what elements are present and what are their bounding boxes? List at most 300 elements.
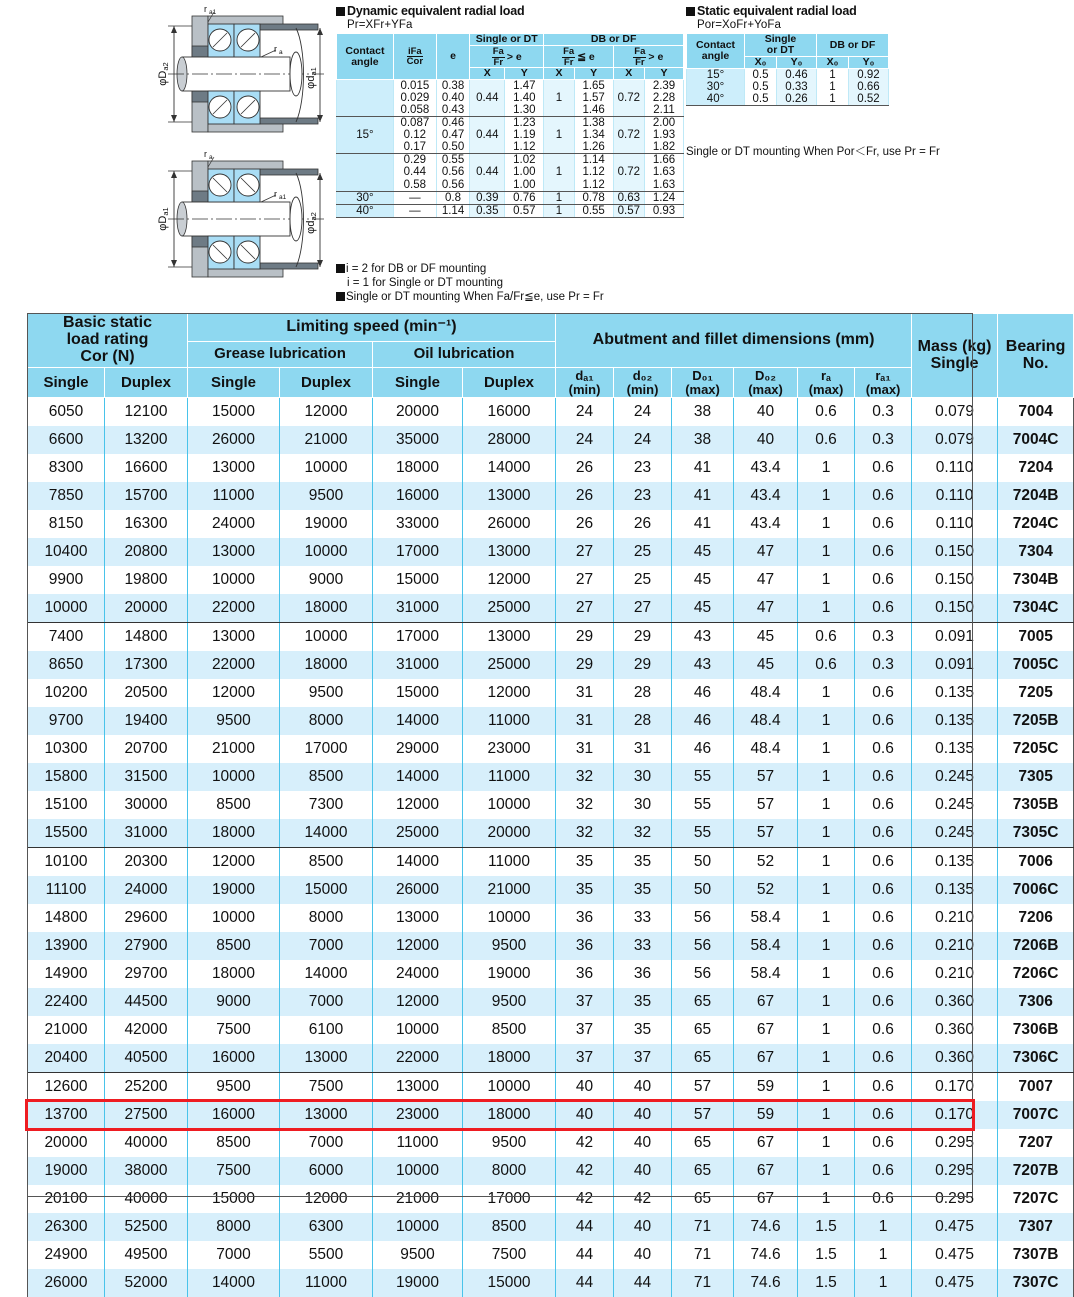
dyn-cell-ifa: 0.015 [393,80,436,93]
cell-ra: 1 [798,1157,855,1185]
dyn-h-e: e [436,34,469,80]
cell-cor-single: 7850 [28,482,105,510]
cell-oil-single: 14000 [373,763,463,791]
dyn-cell-single-x [470,154,505,167]
dyn-cell-single-x: 0.39 [470,191,505,204]
cell-mass: 0.079 [912,426,998,454]
table-row[interactable] [28,1185,1074,1213]
cell-oil-duplex: 11000 [463,848,556,877]
cell-da2: 29 [614,651,672,679]
cell-ra1: 0.6 [855,1016,912,1044]
table-row[interactable] [28,904,1074,932]
cell-oil-duplex: 25000 [463,651,556,679]
cell-ra1: 0.6 [855,594,912,623]
cell-cor-single: 15500 [28,819,105,848]
table-row[interactable] [28,791,1074,819]
dyn-cell-single-y: 1.23 [505,117,544,130]
cell-Da2: 48.4 [734,735,798,763]
cell-mass: 0.110 [912,482,998,510]
cell-cor-single: 8650 [28,651,105,679]
table-row[interactable] [28,763,1074,791]
table-row[interactable] [28,1016,1074,1044]
dyn-cell-e: 0.56 [436,179,469,192]
dyn-cell-db-x: 1 [544,191,574,204]
cell-Da1: 57 [672,1073,734,1102]
cell-grease-duplex: 12000 [280,398,373,427]
cell-grease-single: 13000 [188,623,280,652]
table-row[interactable] [28,454,1074,482]
dyn-cell-db-y: 0.55 [574,204,613,217]
cell-Da1: 65 [672,988,734,1016]
cell-Da2: 47 [734,538,798,566]
cell-cor-single: 10200 [28,679,105,707]
cell-ra: 1 [798,876,855,904]
cell-bearing-no: 7307 [998,1213,1074,1241]
table-row[interactable] [28,988,1074,1016]
dyn-h-db-df: DB or DF [544,34,684,46]
cell-oil-single: 29000 [373,735,463,763]
table-row[interactable] [28,1213,1074,1241]
bullet-square-icon [336,264,345,273]
cell-Da1: 50 [672,848,734,877]
dyn-h-x2: X [544,68,574,80]
table-row[interactable] [28,735,1074,763]
cell-grease-duplex: 10000 [280,454,373,482]
cell-Da1: 55 [672,763,734,791]
diagram-label-phi-da1: φda1 [305,67,318,89]
table-row[interactable] [28,707,1074,735]
stat-h-y0-a: Y₀ [777,57,817,69]
dyn-cell-df-y: 1.82 [645,141,684,154]
cell-da1: 24 [556,398,614,427]
dyn-cell-single-x [470,104,505,117]
dyn-cell-db-y: 1.12 [574,179,613,192]
cell-cor-duplex: 40000 [105,1129,188,1157]
dyn-cell-angle [337,117,394,130]
cell-Da1: 56 [672,932,734,960]
cell-oil-single: 23000 [373,1101,463,1129]
table-row[interactable] [28,482,1074,510]
cell-grease-duplex: 7300 [280,791,373,819]
cell-ra: 1.5 [798,1241,855,1269]
table-row[interactable] [28,819,1074,848]
dyn-cell-ifa: 0.087 [393,117,436,130]
cell-grease-duplex: 12000 [280,1185,373,1213]
dyn-cell-db-y: 0.78 [574,191,613,204]
cell-cor-duplex: 40000 [105,1185,188,1213]
cell-ra1: 0.6 [855,1129,912,1157]
cell-oil-single: 26000 [373,876,463,904]
cell-da1: 29 [556,623,614,652]
cell-da1: 31 [556,707,614,735]
cell-da1: 32 [556,791,614,819]
cell-ra: 1 [798,1129,855,1157]
diagram-label-ra1: r [204,4,207,14]
table-row[interactable] [28,1269,1074,1297]
cell-bearing-no: 7304 [998,538,1074,566]
cell-mass: 0.245 [912,819,998,848]
dyn-h-contact-angle: Contact angle [337,34,394,80]
th-grease-single: Single [188,367,280,398]
cell-mass: 0.135 [912,848,998,877]
cell-cor-duplex: 29700 [105,960,188,988]
note-line-3: Single or DT mounting When Fa/Fr≦e, use Pr = Fr [336,290,756,304]
cell-bearing-no: 7004C [998,426,1074,454]
cell-da2: 24 [614,398,672,427]
cell-bearing-no: 7005 [998,623,1074,652]
dyn-cell-df-y: 1.66 [645,154,684,167]
cell-da2: 36 [614,960,672,988]
cell-cor-single: 10400 [28,538,105,566]
cell-Da1: 56 [672,904,734,932]
cell-oil-duplex: 15000 [463,1269,556,1297]
cell-oil-duplex: 18000 [463,1044,556,1073]
cell-oil-duplex: 14000 [463,454,556,482]
cell-ra1: 0.6 [855,960,912,988]
cell-oil-single: 14000 [373,848,463,877]
cell-oil-duplex: 10000 [463,904,556,932]
dyn-cell-df-x: 0.63 [613,191,644,204]
cell-grease-single: 19000 [188,876,280,904]
cell-grease-duplex: 18000 [280,651,373,679]
cell-ra: 0.6 [798,623,855,652]
dyn-cell-angle [337,141,394,154]
dyn-cell-db-x: 1 [544,204,574,217]
cell-cor-duplex: 24000 [105,876,188,904]
cell-ra: 1 [798,566,855,594]
dyn-cell-db-y: 1.14 [574,154,613,167]
stat-h-y0-b: Y₀ [849,57,889,69]
cell-cor-duplex: 20800 [105,538,188,566]
cell-mass: 0.150 [912,594,998,623]
cell-ra: 1.5 [798,1213,855,1241]
cell-Da1: 57 [672,1101,734,1129]
table-row[interactable] [28,623,1074,652]
cell-ra1: 0.6 [855,566,912,594]
cell-oil-single: 15000 [373,566,463,594]
cell-da1: 44 [556,1269,614,1297]
cell-Da1: 45 [672,566,734,594]
dyn-cell-angle: 30° [337,191,394,204]
cell-grease-single: 9500 [188,1073,280,1102]
cell-Da1: 55 [672,819,734,848]
cell-da2: 40 [614,1073,672,1102]
dyn-cell-single-x: 0.44 [470,166,505,178]
cell-cor-single: 20000 [28,1129,105,1157]
cell-oil-duplex: 9500 [463,1129,556,1157]
cell-ra1: 0.6 [855,1185,912,1213]
cell-grease-single: 22000 [188,594,280,623]
cell-cor-single: 26300 [28,1213,105,1241]
cell-ra1: 0.6 [855,735,912,763]
dyn-cell-db-x: 1 [544,92,574,104]
cell-mass: 0.170 [912,1101,998,1129]
cell-grease-single: 15000 [188,398,280,427]
cell-Da2: 43.4 [734,454,798,482]
cell-ra: 1 [798,510,855,538]
cell-Da2: 67 [734,1044,798,1073]
cell-cor-single: 9900 [28,566,105,594]
cell-da1: 40 [556,1101,614,1129]
bullet-square-icon [336,292,345,301]
cell-cor-duplex: 16600 [105,454,188,482]
cell-cor-single: 7400 [28,623,105,652]
table-row[interactable] [28,848,1074,877]
dyn-cell-single-x: 0.35 [470,204,505,217]
th-oil-single: Single [373,367,463,398]
stat-cell-x0-duplex: 1 [817,81,849,93]
cell-grease-duplex: 7500 [280,1073,373,1102]
cell-cor-single: 26000 [28,1269,105,1297]
th-cor-single: Single [28,367,105,398]
static-load-formula: Por=XoFr+YoFa [697,19,781,31]
table-row[interactable] [28,679,1074,707]
dyn-cell-df-y: 2.39 [645,80,684,93]
cell-oil-single: 16000 [373,482,463,510]
table-row[interactable] [28,426,1074,454]
cell-da2: 23 [614,482,672,510]
cell-oil-duplex: 8500 [463,1016,556,1044]
cell-ra1: 0.3 [855,398,912,427]
cell-bearing-no: 7206B [998,932,1074,960]
dynamic-load-notes [336,262,756,304]
dyn-cell-db-y: 1.46 [574,104,613,117]
dyn-cell-ifa: — [393,204,436,217]
cell-cor-duplex: 12100 [105,398,188,427]
cell-da2: 44 [614,1269,672,1297]
cell-cor-single: 10000 [28,594,105,623]
cell-grease-single: 12000 [188,848,280,877]
cell-Da2: 45 [734,651,798,679]
table-row[interactable] [28,932,1074,960]
cell-grease-duplex: 7000 [280,1129,373,1157]
dyn-cell-ifa: 0.58 [393,179,436,192]
cell-ra: 1 [798,538,855,566]
dyn-cell-e: 0.56 [436,166,469,178]
cell-ra: 1 [798,1101,855,1129]
cell-mass: 0.295 [912,1129,998,1157]
dyn-cell-single-y: 1.00 [505,179,544,192]
cell-da2: 37 [614,1044,672,1073]
cell-grease-single: 22000 [188,651,280,679]
table-row[interactable] [28,510,1074,538]
dyn-cell-db-x [544,117,574,130]
cell-oil-single: 18000 [373,454,463,482]
cell-cor-single: 21000 [28,1016,105,1044]
th-da2: d₀₂ (min) [614,367,672,398]
cell-da1: 31 [556,679,614,707]
table-row[interactable] [28,398,1074,427]
cell-mass: 0.245 [912,791,998,819]
cell-Da1: 45 [672,538,734,566]
cell-ra: 1 [798,594,855,623]
dyn-cell-ifa: 0.29 [393,154,436,167]
cell-bearing-no: 7004 [998,398,1074,427]
cell-grease-duplex: 10000 [280,538,373,566]
cell-cor-duplex: 20700 [105,735,188,763]
dyn-cell-db-x [544,154,574,167]
dyn-cell-df-x [613,154,644,167]
cell-oil-duplex: 8000 [463,1157,556,1185]
cell-da2: 40 [614,1129,672,1157]
cell-grease-duplex: 13000 [280,1044,373,1073]
diagram-label-phi-Da1: φDa1 [157,207,170,231]
cell-oil-duplex: 19000 [463,960,556,988]
cell-Da1: 65 [672,1185,734,1213]
dyn-cell-df-x [613,104,644,117]
cell-ra1: 0.6 [855,679,912,707]
cell-grease-single: 14000 [188,1269,280,1297]
cell-bearing-no: 7207 [998,1129,1074,1157]
cell-ra1: 0.6 [855,791,912,819]
dyn-cell-single-x [470,179,505,192]
bearing-specification-table-wrap [27,313,1066,1297]
cell-mass: 0.135 [912,707,998,735]
cell-oil-duplex: 12000 [463,679,556,707]
cell-oil-duplex: 9500 [463,932,556,960]
cell-da1: 36 [556,904,614,932]
cell-grease-duplex: 6300 [280,1213,373,1241]
cell-Da2: 48.4 [734,707,798,735]
cell-cor-duplex: 40500 [105,1044,188,1073]
cell-cor-single: 15100 [28,791,105,819]
cell-cor-duplex: 15700 [105,482,188,510]
cell-ra1: 1 [855,1213,912,1241]
cell-grease-duplex: 8500 [280,848,373,877]
cell-ra1: 0.6 [855,538,912,566]
cell-cor-duplex: 38000 [105,1157,188,1185]
cell-Da2: 43.4 [734,482,798,510]
stat-h-x0-b: X₀ [817,57,849,69]
cell-da2: 28 [614,707,672,735]
cell-bearing-no: 7205 [998,679,1074,707]
cell-da2: 35 [614,848,672,877]
dynamic-load-row [337,204,684,217]
cell-Da2: 40 [734,426,798,454]
cell-Da1: 71 [672,1269,734,1297]
cell-bearing-no: 7005C [998,651,1074,679]
static-load-block [686,4,986,106]
cell-bearing-no: 7305B [998,791,1074,819]
cell-cor-duplex: 14800 [105,623,188,652]
table-row[interactable] [28,1129,1074,1157]
cell-Da1: 50 [672,876,734,904]
cell-Da2: 47 [734,566,798,594]
cell-da1: 27 [556,594,614,623]
table-row[interactable] [28,566,1074,594]
cell-da2: 25 [614,566,672,594]
cell-cor-single: 15800 [28,763,105,791]
table-row[interactable] [28,1101,1074,1129]
dyn-h-ifa-cor: $\frac{\text{iFa}}{\text{Cor}}$ [393,34,436,80]
cell-cor-duplex: 44500 [105,988,188,1016]
stat-cell-angle: 30° [687,81,745,93]
table-row[interactable] [28,960,1074,988]
table-row[interactable] [28,651,1074,679]
th-oil-duplex: Duplex [463,367,556,398]
cell-ra1: 0.6 [855,876,912,904]
cell-bearing-no: 7306C [998,1044,1074,1073]
stat-cell-y0-duplex: 0.52 [849,93,889,106]
cell-Da1: 65 [672,1157,734,1185]
table-row[interactable] [28,1157,1074,1185]
dynamic-load-formula: Pr=XFr+YFa [347,19,413,31]
cell-oil-single: 17000 [373,538,463,566]
dyn-cell-df-x [613,80,644,93]
svg-text:a: a [209,154,213,161]
cell-da2: 28 [614,679,672,707]
stat-cell-x0-duplex: 1 [817,69,849,82]
cell-da1: 36 [556,932,614,960]
cell-oil-duplex: 11000 [463,707,556,735]
cell-ra: 1 [798,904,855,932]
cell-oil-single: 10000 [373,1016,463,1044]
cell-mass: 0.079 [912,398,998,427]
cell-grease-single: 24000 [188,510,280,538]
th-grease-duplex: Duplex [280,367,373,398]
dyn-cell-df-x: 0.72 [613,166,644,178]
cell-grease-single: 8500 [188,932,280,960]
svg-text:a1: a1 [279,194,287,201]
cell-mass: 0.091 [912,623,998,652]
cell-da2: 40 [614,1241,672,1269]
cell-Da2: 59 [734,1101,798,1129]
cell-oil-duplex: 13000 [463,623,556,652]
cell-oil-single: 13000 [373,904,463,932]
dyn-cell-single-y: 1.30 [505,104,544,117]
th-Da2: D₀₂ (max) [734,367,798,398]
cell-da2: 33 [614,904,672,932]
cell-grease-single: 21000 [188,735,280,763]
cell-Da1: 56 [672,960,734,988]
stat-cell-x0-single: 0.5 [745,69,777,82]
static-load-row [687,93,889,106]
table-row[interactable] [28,594,1074,623]
cell-oil-single: 17000 [373,623,463,652]
table-row[interactable] [28,1044,1074,1073]
table-row[interactable] [28,876,1074,904]
table-row[interactable] [28,1073,1074,1102]
cell-Da2: 67 [734,988,798,1016]
dyn-cell-single-y: 1.02 [505,154,544,167]
cell-bearing-no: 7204C [998,510,1074,538]
cell-Da2: 57 [734,763,798,791]
th-limiting-speed: Limiting speed (min⁻¹) [188,314,556,342]
cell-ra1: 0.6 [855,1157,912,1185]
cell-mass: 0.135 [912,679,998,707]
cell-grease-single: 8500 [188,791,280,819]
cell-ra1: 0.6 [855,988,912,1016]
cell-cor-single: 13900 [28,932,105,960]
cell-mass: 0.360 [912,1044,998,1073]
table-row[interactable] [28,1241,1074,1269]
th-ra: rₐ (max) [798,367,855,398]
dynamic-load-row [337,141,684,154]
cell-Da1: 71 [672,1213,734,1241]
cell-oil-duplex: 11000 [463,763,556,791]
table-row[interactable] [28,538,1074,566]
cell-mass: 0.091 [912,651,998,679]
df-arrangement-diagram [148,147,330,290]
cell-ra1: 0.3 [855,623,912,652]
cell-da1: 35 [556,848,614,877]
dyn-h-y3: Y [645,68,684,80]
cell-Da2: 67 [734,1185,798,1213]
cell-Da2: 58.4 [734,904,798,932]
dyn-cell-ifa: 0.12 [393,129,436,141]
cell-cor-single: 12600 [28,1073,105,1102]
cell-da1: 32 [556,819,614,848]
